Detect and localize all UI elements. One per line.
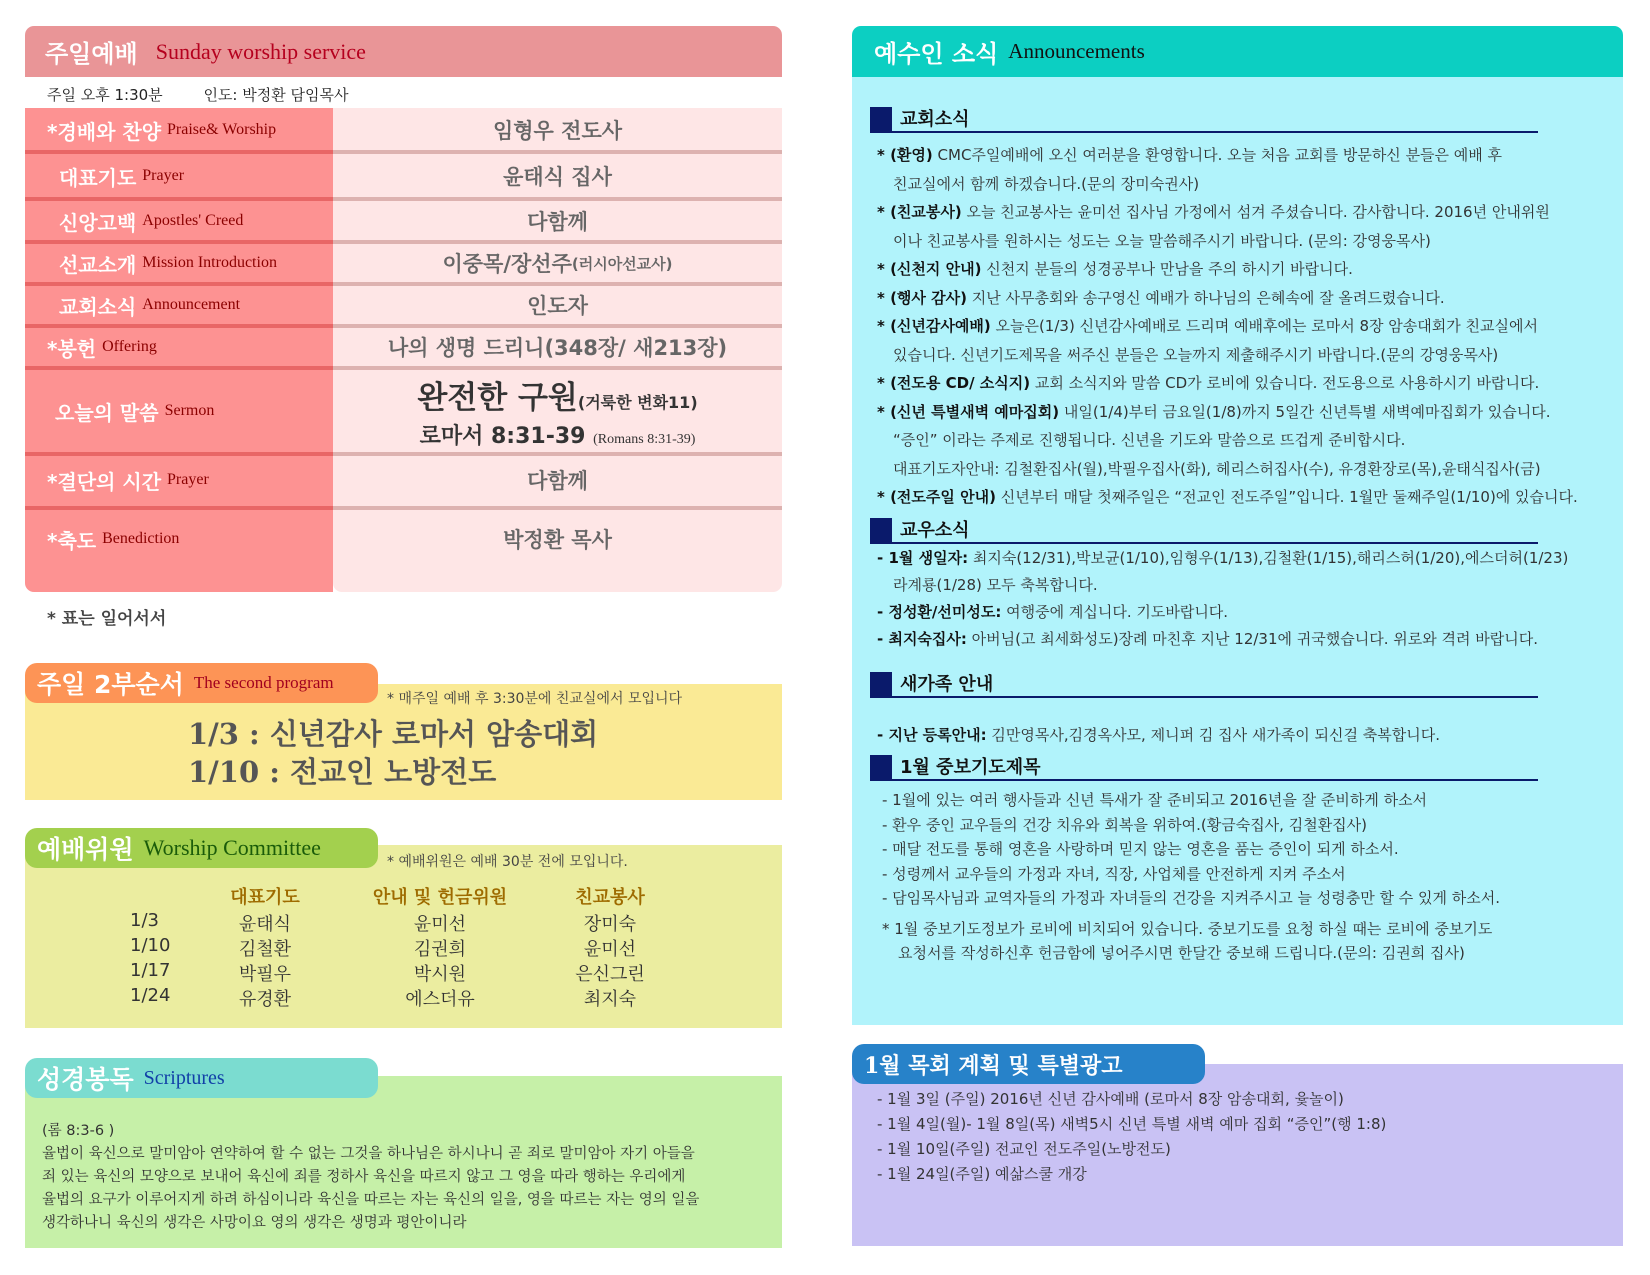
section-marker-icon	[870, 107, 892, 131]
member-news-list: - 1월 생일자: 최지숙(12/31),박보균(1/10),임형우(1/13),김철환(1/15),해리스허(1/20),에스더허(1/23) 라계룡(1/28) 모두 축복합니다. - 정성환/선미성도: 여행중에 계십니다. 기도바랍니다. - 최지숙집사: 아버님(고 최세화성도)장례 마친후 지난 12/31에 귀국했습니다. 위로와 격려 바랍니다.	[877, 549, 1569, 648]
worship-row: 대표기도 Prayer 윤태식 집사	[59, 165, 612, 190]
worship-time: 주일 오후 1:30분	[47, 86, 163, 104]
worship-row: 선교소개 Mission Introduction 이중목/장선주 (러시아선교사)	[59, 252, 673, 277]
col-header-usher: 안내 및 헌금위원	[372, 887, 508, 908]
worship-title-ko: 주일예배	[45, 40, 138, 68]
second-program-item: 1/10 : 전교인 노방전도	[188, 755, 497, 789]
worship-row: *봉헌 Offering 나의 생명 드리니(348장/ 새213장)	[47, 336, 728, 361]
section-marker-icon	[870, 518, 892, 542]
worship-title-en: Sunday worship service	[155, 38, 366, 64]
committee-tab: 예배위원 Worship Committee	[25, 828, 378, 868]
scripture-text: (롬 8:3-6 ) 율법이 육신으로 말미암아 연약하여 할 수 없는 그것을 하나님은 하시나니 곧 죄로 말미암아 자기 아들을 죄 있는 육신의 모양으로 보내어 육신에 죄를 정하사 육신을 따르지 않고 그 영을 따라 행하는 우리에게 율법의 요구가 이루어지게 하려 하심이니라 육신을 따르는 자는 육신의 일을, 영을 따르는 자는 영의 일을 생각하나니 육신의 생각은 사망이요 영의 생각은 생명과 평안이니라	[42, 1120, 762, 1235]
second-program-item: 1/3 : 신년감사 로마서 암송대회	[188, 717, 599, 751]
worship-header	[25, 26, 782, 77]
section-marker-icon	[870, 755, 892, 779]
col-header-fellowship: 친교봉사	[575, 887, 645, 908]
committee-note: * 예배위원은 예배 30분 전에 모입니다.	[387, 854, 628, 870]
monthly-plan-list: - 1월 3일 (주일) 2016년 신년 감사예배 (로마서 8장 암송대회, 윷놀이) - 1월 4일(월)- 1월 8일(목) 새벽5시 신년 특별 새벽 예마 집회 “증인”(행 1:8) - 1월 10일(주일) 전교인 전도주일(노방전도) - 1월 24일(주일) 예삶스쿨 개강	[877, 1090, 1387, 1183]
worship-leader: 인도: 박정환 담임목사	[203, 86, 349, 104]
worship-row: 신앙고백 Apostles' Creed 다함께	[59, 210, 588, 235]
second-program-note: * 매주일 예배 후 3:30분에 친교실에서 모입니다	[387, 691, 683, 707]
prayer-request-list: - 1월에 있는 여러 행사들과 신년 특새가 잘 준비되고 2016년을 잘 준비하게 하소서 - 환우 중인 교우들의 건강 치유와 회복을 위하여.(황금숙집사, 김철환집사) - 매달 전도를 통해 영혼을 사랑하며 믿지 않는 영혼을 품는 증인이 되게 하소서. - 성령께서 교우들의 가정과 자녀, 직장, 사업체를 안전하게 지켜 주소서 - 담임목사님과 교역자들의 가정과 자녀들의 건강을 지켜주시고 늘 성령충만 할 수 있게 하소서. * 1월 중보기도정보가 로비에 비치되어 있습니다. 중보기도를 요청 하실 때는 로비에 중보기도 요청서를 작성하신후 헌금함에 넣어주시면 한달간 중보해 드립니다.(문의: 김권희 집사)	[882, 791, 1501, 962]
worship-order-table	[25, 108, 782, 592]
worship-row-sermon: 오늘의 말씀 Sermon 완전한 구원(거룩한 변화11) 로마서 8:31-39 (Romans 8:31-39)	[25, 370, 782, 452]
second-program-tab: 주일 2부순서 The second program	[25, 663, 378, 703]
row-divider	[25, 150, 782, 154]
section-new-family: 새가족 안내	[870, 672, 1538, 698]
worship-row: *축도 Benediction 박정환 목사	[47, 528, 612, 553]
worship-row: 교회소식 Announcement 인도자	[59, 294, 588, 319]
new-family-list: - 지난 등록안내: 김만영목사,김경옥사모, 제니퍼 김 집사 새가족이 되신걸 축복합니다.	[877, 726, 1441, 744]
section-member-news: 교우소식	[870, 518, 1538, 544]
sermon-title: 완전한 구원(거룩한 변화11)	[417, 380, 698, 416]
scripture-tab: 성경봉독 Scriptures	[25, 1058, 378, 1098]
worship-row: *경배와 찬양 Praise& Worship 임형우 전도사	[47, 119, 623, 144]
monthly-plan-tab: 1월 목회 계획 및 특별광고	[852, 1044, 1205, 1084]
worship-info	[47, 84, 384, 105]
section-prayer-requests: 1월 중보기도제목	[870, 755, 1538, 781]
section-marker-icon	[870, 672, 892, 696]
worship-row: *결단의 시간 Prayer 다함께	[47, 469, 588, 494]
section-church-news: 교회소식	[870, 107, 1538, 133]
col-header-prayer: 대표기도	[230, 887, 300, 908]
sermon-reference: 로마서 8:31-39 (Romans 8:31-39)	[419, 424, 696, 449]
standing-note: * 표는 일어서서	[47, 609, 167, 629]
church-news-list: * (환영) CMC주일예배에 오신 여러분을 환영합니다. 오늘 처음 교회를 방문하신 분들은 예배 후 친교실에서 함께 하겠습니다.(문의 장미숙권사) * (친교봉사) 오늘 친교봉사는 윤미선 집사님 가정에서 섬겨 주셨습니다. 감사합니다. 2016년 안내위원 이나 친교봉사를 원하시는 성도는 오늘 말씀해주시기 바랍니다. (문의: 강영웅목사) * (신천지 안내) 신천지 분들의 성경공부나 만남을 주의 하시기 바랍니다. * (행사 감사) 지난 사무총회와 송구영신 예배가 하나님의 은혜속에 잘 올려드렸습니다. * (신년감사예배) 오늘은(1/3) 신년감사예배로 드리며 예배후에는 로마서 8장 암송대회가 친교실에서 있습니다. 신년기도제목을 써주신 분들은 오늘까지 제출해주시기 바랍니다.(문의 강영웅목사) * (전도용 CD/ 소식지) 교회 소식지와 말씀 CD가 로비에 있습니다. 전도용으로 사용하시기 바랍니다. * (신년 특별새벽 예마집회) 내일(1/4)부터 금요일(1/8)까지 5일간 신년특별 새벽예마집회가 있습니다. “증인” 이라는 주제로 진행됩니다. 신년을 기도와 말씀으로 뜨겁게 준비합시다. 대표기도자안내: 김철환집사(월),박필우집사(화), 헤리스허집사(수), 유경환장로(목),윤태식집사(금) * (전도주일 안내) 신년부터 매달 첫째주일은 “전교인 전도주일”입니다. 1월만 둘째주일(1/10)에 있습니다.	[877, 146, 1578, 506]
scripture-reference: (롬 8:3-6 )	[42, 1123, 115, 1139]
announcements-header: 예수인 소식 Announcements	[852, 26, 1623, 77]
